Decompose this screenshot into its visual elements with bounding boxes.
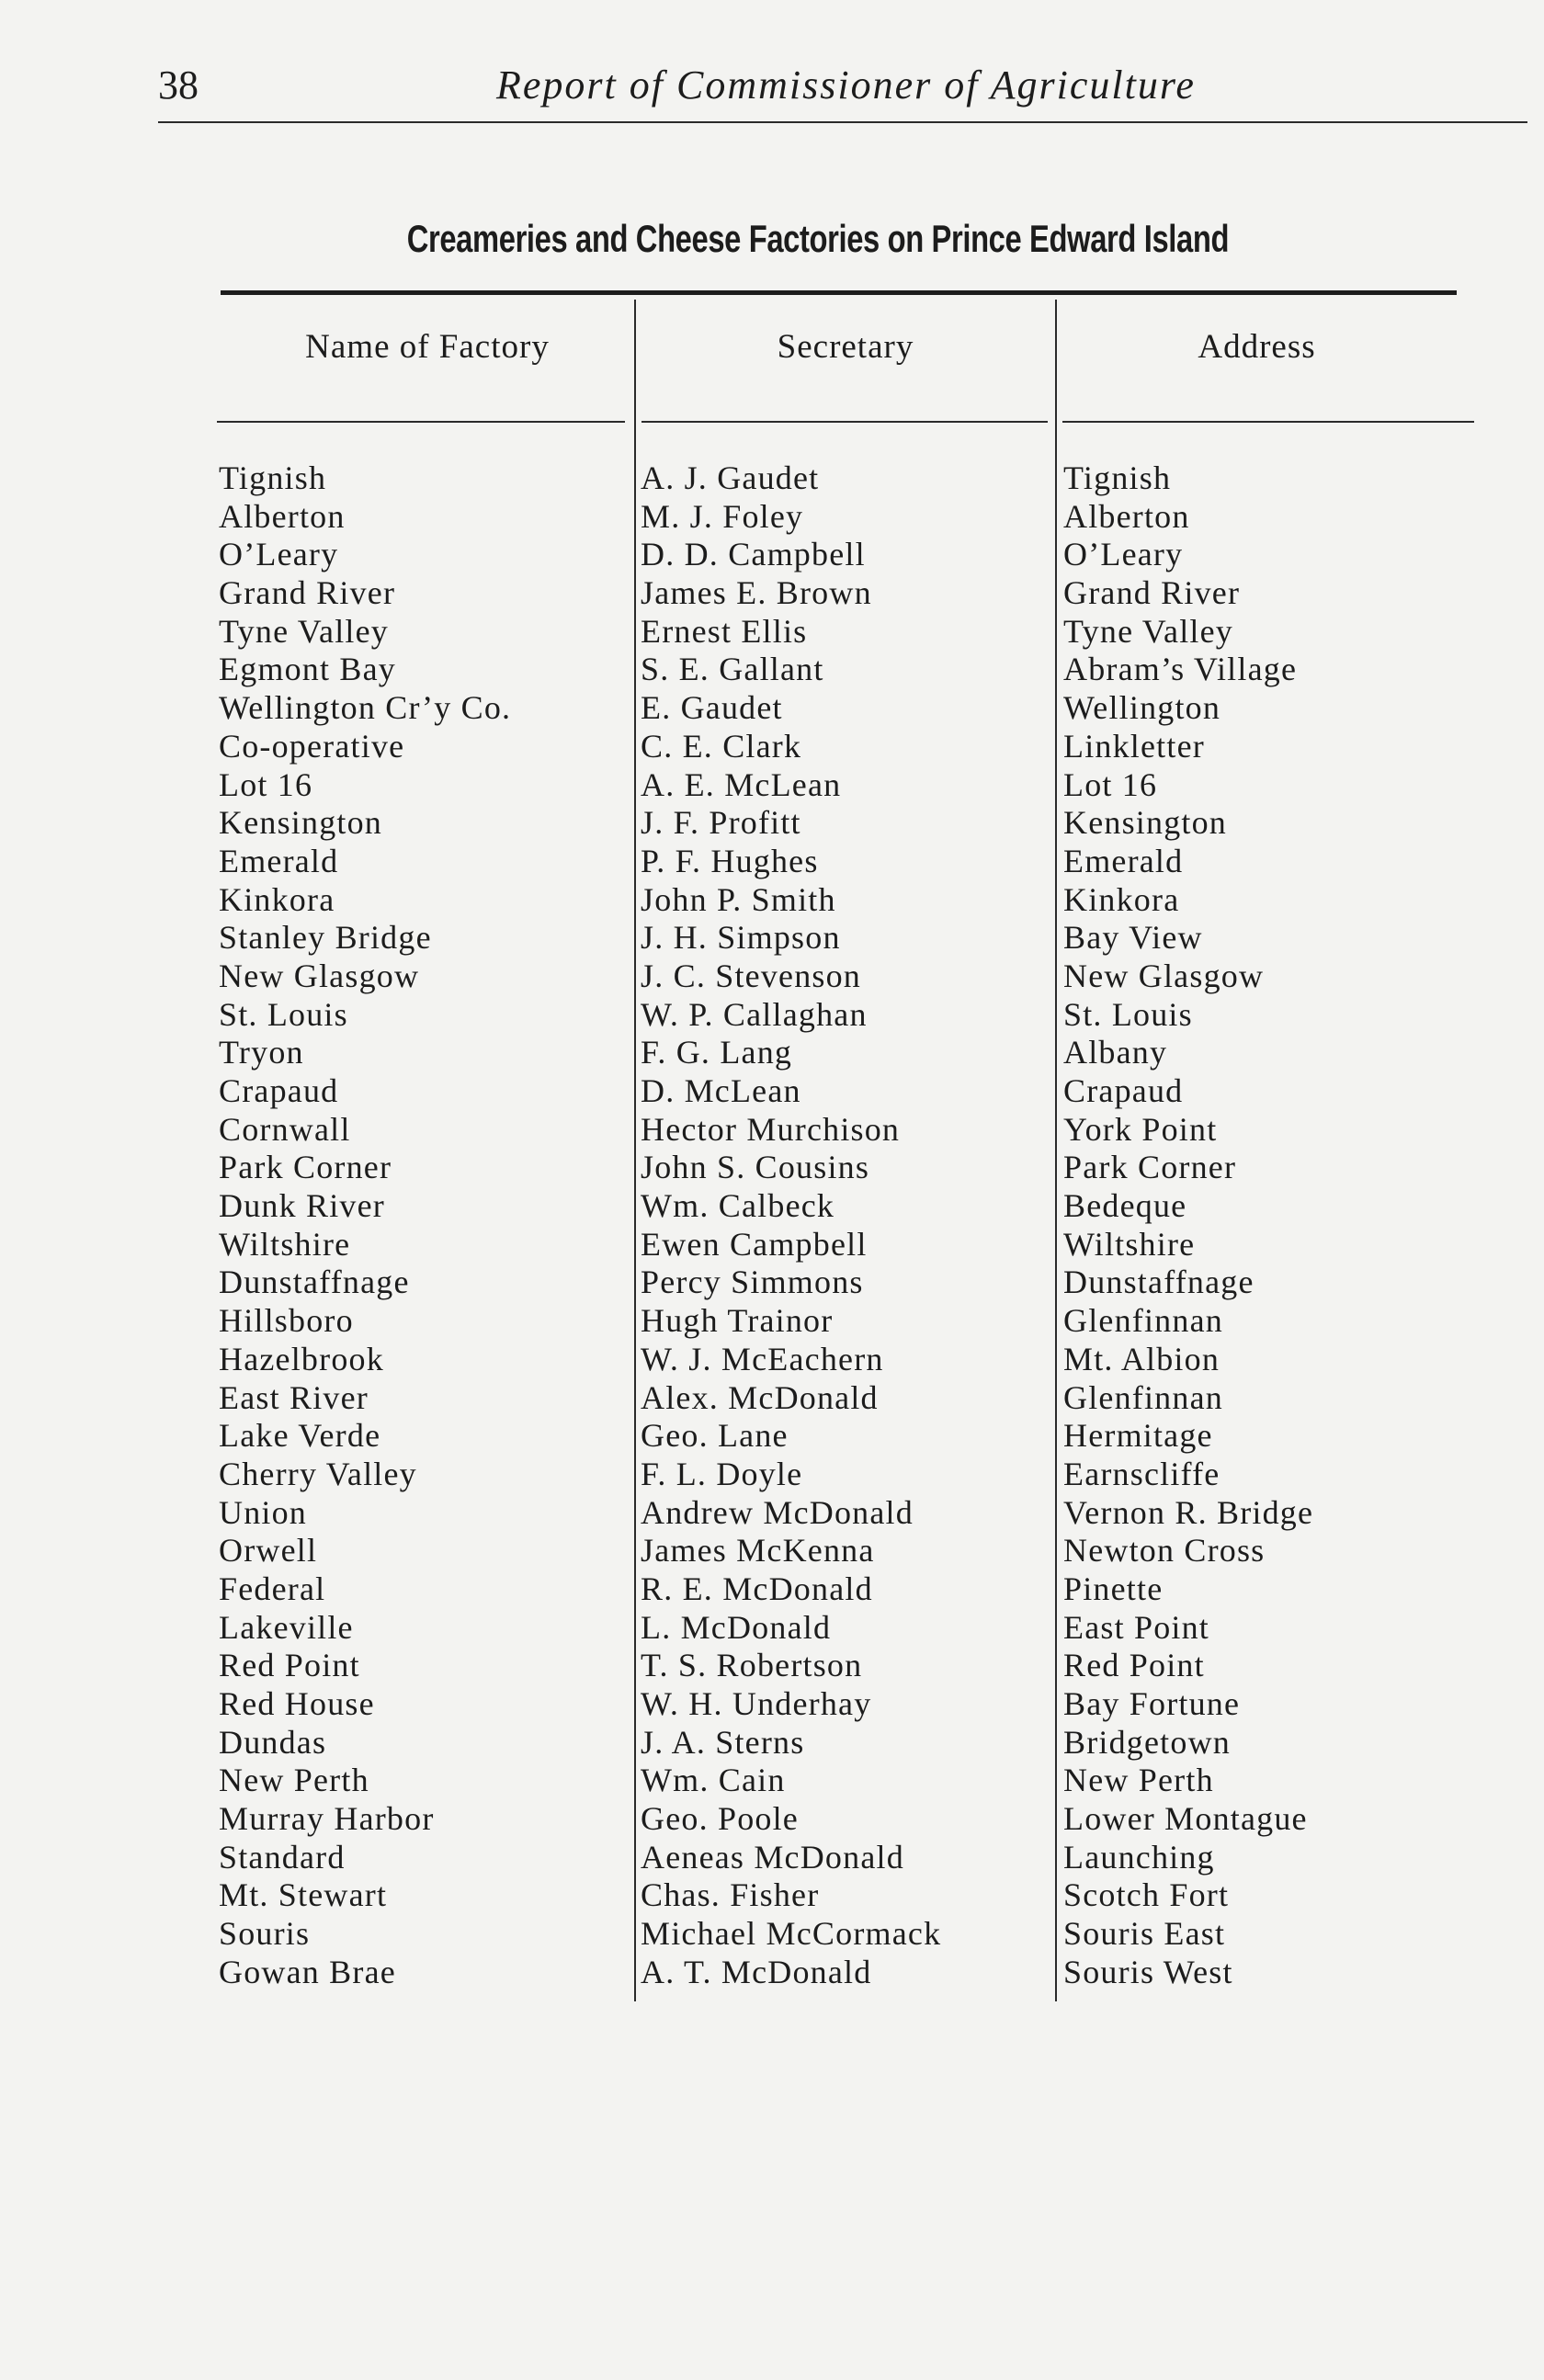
address-cell: Tignish: [1063, 459, 1172, 496]
secretary-cell: T. S. Robertson: [641, 1647, 863, 1684]
secretary-cell: R. E. McDonald: [641, 1570, 873, 1607]
factory-name-cell: Tyne Valley: [219, 612, 389, 650]
address-cell: Lower Montague: [1063, 1800, 1308, 1838]
factory-name-cell: New Perth: [219, 1762, 369, 1799]
address-cell: Mt. Albion: [1063, 1340, 1220, 1377]
factory-name-cell: Cornwall: [219, 1110, 351, 1148]
factory-name-cell: Federal: [219, 1570, 326, 1607]
factory-name-cell: Kinkora: [219, 880, 335, 918]
factory-name-cell: Lake Verde: [219, 1417, 381, 1455]
table-row: [0, 1034, 1544, 1072]
factory-name-cell: Dunstaffnage: [219, 1264, 410, 1301]
table-row: [0, 459, 1544, 498]
secretary-cell: D. McLean: [641, 1072, 801, 1109]
factory-name-cell: O’Leary: [219, 536, 339, 573]
address-cell: New Perth: [1063, 1762, 1214, 1799]
factory-name-cell: Co-operative: [219, 727, 405, 765]
secretary-cell: W. H. Underhay: [641, 1685, 872, 1722]
address-cell: Red Point: [1063, 1647, 1205, 1684]
secretary-cell: D. D. Campbell: [641, 536, 866, 573]
factory-name-cell: Gowan Brae: [219, 1953, 396, 1990]
secretary-cell: Chas. Fisher: [641, 1876, 820, 1914]
table-row: [0, 958, 1544, 996]
address-cell: Kensington: [1063, 804, 1227, 842]
secretary-cell: A. J. Gaudet: [641, 459, 820, 496]
factory-name-cell: Lakeville: [219, 1608, 354, 1646]
header-rule: [158, 121, 1527, 123]
address-cell: Bridgetown: [1063, 1723, 1231, 1761]
factory-name-cell: Hillsboro: [219, 1302, 354, 1340]
address-cell: Bay Fortune: [1063, 1685, 1241, 1722]
factory-table-body: [0, 459, 1544, 1992]
factory-name-cell: Hazelbrook: [219, 1340, 384, 1377]
address-cell: Scotch Fort: [1063, 1876, 1230, 1914]
factory-name-cell: New Glasgow: [219, 957, 420, 994]
address-cell: Souris East: [1063, 1915, 1226, 1953]
table-row: [0, 651, 1544, 689]
address-cell: Pinette: [1063, 1570, 1164, 1607]
factory-name-cell: Emerald: [219, 842, 339, 879]
table-row: [0, 1724, 1544, 1762]
table-row: [0, 1876, 1544, 1915]
factory-name-cell: Orwell: [219, 1532, 318, 1570]
header-underline: [217, 421, 625, 423]
factory-name-cell: Red House: [219, 1685, 375, 1722]
factory-name-cell: Dunk River: [219, 1187, 385, 1225]
secretary-cell: C. E. Clark: [641, 727, 802, 765]
table-row: [0, 1800, 1544, 1839]
address-cell: New Glasgow: [1063, 957, 1265, 994]
address-cell: Bay View: [1063, 919, 1203, 957]
factory-name-cell: Dundas: [219, 1723, 327, 1761]
table-row: [0, 1111, 1544, 1150]
address-cell: Wellington: [1063, 689, 1221, 727]
address-cell: Vernon R. Bridge: [1063, 1493, 1314, 1531]
table-row: [0, 498, 1544, 537]
factory-name-cell: Kensington: [219, 804, 382, 842]
secretary-cell: S. E. Gallant: [641, 651, 824, 688]
address-cell: Kinkora: [1063, 880, 1180, 918]
table-row: [0, 881, 1544, 920]
table-row: [0, 728, 1544, 766]
secretary-cell: John S. Cousins: [641, 1149, 870, 1186]
address-cell: O’Leary: [1063, 536, 1184, 573]
secretary-cell: A. T. McDonald: [641, 1953, 872, 1990]
address-cell: East Point: [1063, 1608, 1210, 1646]
secretary-cell: James E. Brown: [641, 574, 872, 612]
table-row: [0, 689, 1544, 728]
table-row: [0, 1570, 1544, 1609]
factory-name-cell: Tryon: [219, 1034, 304, 1071]
factory-name-cell: Murray Harbor: [219, 1800, 435, 1838]
secretary-cell: Aeneas McDonald: [641, 1838, 904, 1876]
address-cell: Bedeque: [1063, 1187, 1187, 1225]
address-cell: Glenfinnan: [1063, 1378, 1223, 1416]
secretary-cell: P. F. Hughes: [641, 842, 819, 879]
secretary-cell: Wm. Calbeck: [641, 1187, 835, 1225]
table-row: [0, 613, 1544, 652]
factory-name-cell: Alberton: [219, 497, 346, 535]
factory-name-cell: Cherry Valley: [219, 1455, 417, 1492]
secretary-cell: F. G. Lang: [641, 1034, 793, 1071]
factory-name-cell: Standard: [219, 1838, 346, 1876]
factory-name-cell: Union: [219, 1493, 307, 1531]
table-row: [0, 843, 1544, 881]
address-cell: Hermitage: [1063, 1417, 1213, 1455]
column-header-name-of-factory: Name of Factory: [305, 328, 550, 366]
table-top-rule: [221, 290, 1457, 295]
factory-name-cell: Stanley Bridge: [219, 919, 432, 957]
running-head: Report of Commissioner of Agriculture: [496, 62, 1196, 108]
secretary-cell: J. A. Sterns: [641, 1723, 805, 1761]
address-cell: Linkletter: [1063, 727, 1205, 765]
table-row: [0, 1494, 1544, 1533]
table-row: [0, 1839, 1544, 1877]
table-row: [0, 1532, 1544, 1570]
secretary-cell: Michael McCormack: [641, 1915, 942, 1953]
factory-name-cell: St. Louis: [219, 995, 348, 1033]
address-cell: Crapaud: [1063, 1072, 1184, 1109]
secretary-cell: L. McDonald: [641, 1608, 832, 1646]
table-row: [0, 1226, 1544, 1264]
address-cell: Emerald: [1063, 842, 1184, 879]
secretary-cell: J. F. Profitt: [641, 804, 801, 842]
address-cell: Dunstaffnage: [1063, 1264, 1254, 1301]
secretary-cell: W. P. Callaghan: [641, 995, 868, 1033]
table-row: [0, 1954, 1544, 1992]
address-cell: Park Corner: [1063, 1149, 1237, 1186]
address-cell: Wiltshire: [1063, 1225, 1196, 1263]
secretary-cell: Geo. Lane: [641, 1417, 789, 1455]
address-cell: St. Louis: [1063, 995, 1193, 1033]
address-cell: York Point: [1063, 1110, 1218, 1148]
table-row: [0, 1187, 1544, 1226]
secretary-cell: A. E. McLean: [641, 765, 842, 803]
address-cell: Earnscliffe: [1063, 1455, 1220, 1492]
table-row: [0, 536, 1544, 574]
address-cell: Newton Cross: [1063, 1532, 1266, 1570]
table-row: [0, 574, 1544, 613]
table-row: [0, 996, 1544, 1035]
factory-name-cell: Crapaud: [219, 1072, 339, 1109]
table-row: [0, 1302, 1544, 1341]
secretary-cell: J. C. Stevenson: [641, 957, 862, 994]
table-row: [0, 1456, 1544, 1494]
secretary-cell: Ewen Campbell: [641, 1225, 868, 1263]
table-row: [0, 1072, 1544, 1111]
secretary-cell: Wm. Cain: [641, 1762, 786, 1799]
secretary-cell: Hector Murchison: [641, 1110, 901, 1148]
secretary-cell: Alex. McDonald: [641, 1378, 879, 1416]
secretary-cell: J. H. Simpson: [641, 919, 841, 957]
factory-name-cell: Grand River: [219, 574, 396, 612]
secretary-cell: F. L. Doyle: [641, 1455, 803, 1492]
table-row: [0, 1685, 1544, 1724]
table-row: [0, 1417, 1544, 1456]
address-cell: Grand River: [1063, 574, 1241, 612]
address-cell: Albany: [1063, 1034, 1168, 1071]
factory-name-cell: Park Corner: [219, 1149, 392, 1186]
table-row: [0, 1762, 1544, 1800]
secretary-cell: E. Gaudet: [641, 689, 783, 727]
secretary-cell: Hugh Trainor: [641, 1302, 834, 1340]
secretary-cell: James McKenna: [641, 1532, 875, 1570]
table-row: [0, 1609, 1544, 1648]
header-underline: [1062, 421, 1474, 423]
address-cell: Launching: [1063, 1838, 1215, 1876]
table-row: [0, 804, 1544, 843]
address-cell: Alberton: [1063, 497, 1190, 535]
secretary-cell: Andrew McDonald: [641, 1493, 914, 1531]
secretary-cell: Ernest Ellis: [641, 612, 808, 650]
factory-name-cell: Red Point: [219, 1647, 360, 1684]
secretary-cell: M. J. Foley: [641, 497, 804, 535]
factory-name-cell: Mt. Stewart: [219, 1876, 388, 1914]
factory-name-cell: East River: [219, 1378, 369, 1416]
factory-name-cell: Egmont Bay: [219, 651, 396, 688]
table-row: [0, 1149, 1544, 1187]
address-cell: Lot 16: [1063, 765, 1158, 803]
address-cell: Souris West: [1063, 1953, 1233, 1990]
table-title: Creameries and Cheese Factories on Prince Edward Island: [406, 217, 1230, 260]
table-row: [0, 1379, 1544, 1418]
table-row: [0, 919, 1544, 958]
secretary-cell: John P. Smith: [641, 880, 836, 918]
table-row: [0, 766, 1544, 805]
table-row: [0, 1915, 1544, 1954]
table-row: [0, 1341, 1544, 1379]
page-number: 38: [158, 62, 199, 108]
table-row: [0, 1647, 1544, 1685]
address-cell: Abram’s Village: [1063, 651, 1298, 688]
secretary-cell: Percy Simmons: [641, 1264, 864, 1301]
factory-name-cell: Lot 16: [219, 765, 313, 803]
address-cell: Tyne Valley: [1063, 612, 1233, 650]
factory-name-cell: Tignish: [219, 459, 327, 496]
table-row: [0, 1264, 1544, 1302]
secretary-cell: Geo. Poole: [641, 1800, 799, 1838]
secretary-cell: W. J. McEachern: [641, 1340, 884, 1377]
address-cell: Glenfinnan: [1063, 1302, 1223, 1340]
header-underline: [641, 421, 1048, 423]
column-header-address: Address: [1198, 328, 1316, 366]
factory-name-cell: Wellington Cr’y Co.: [219, 689, 512, 727]
factory-name-cell: Souris: [219, 1915, 311, 1953]
column-header-secretary: Secretary: [777, 328, 914, 366]
factory-name-cell: Wiltshire: [219, 1225, 351, 1263]
